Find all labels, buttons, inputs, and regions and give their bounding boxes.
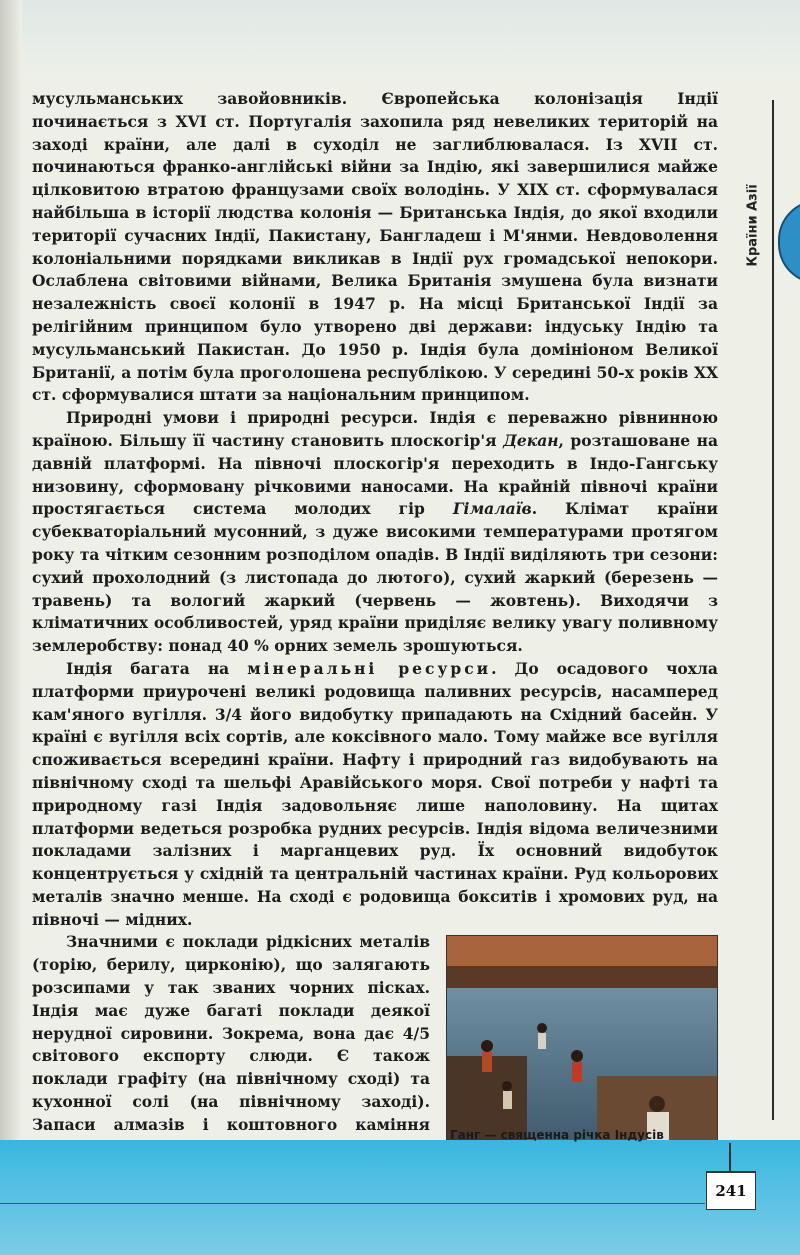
section-tab [738,170,768,280]
page-number-stem [729,1143,731,1171]
paragraph-history: мусульманських завойовників. Європейська колонізація Індії починається з XVI ст. Португалія захопила ряд невеликих територій на заході країни, але далі в суходіл не заглиблювалася. Із XVII ст. починаються франко-англійські війни за Індію, які завершилися майже цілковитою втратою французами своїх володінь. У XIX ст. сформувалася найбільша в історії людства колонія — Британська Індія, до якої входили території сучасних Індії, Пакистану, Бангладеш і М'янми. Невдоволення колоніальними порядками викликав в Індії рух громадської непокори. Ослаблена світовими війнами, Велика Британія змушена була визнати незалежність своєї колонії в 1947 р. На місці Британської Індії за релігійним принципом було утворено дві держави: індуську Індію та мусульманський Пакистан. До 1950 р. Індія була домініоном Великої Британії, а потім була проголошена республікою. У середині 50-х років XX ст. сформувалися штати за національним принципом. [32,89,718,405]
footer-rule [0,1203,705,1204]
section-tab-label: Країни Азії [745,183,761,267]
paragraph-natural-conditions [32,407,718,658]
paragraph-lead-in: Природні умови і природні ресурси. [66,408,419,428]
main-text [32,88,718,1205]
paragraph-text: Індія багата на [66,658,248,678]
paragraph-mineral-resources [32,658,718,932]
paragraph-text: . Клімат країни субекваторіальний мусонний, з дуже високими температурами протягом року та чітким сезонним розподілом опадів. В Індії виділяють три сезони: сухий прохолодний (з листопада до лютого), сухий жаркий (березень — травень) та вологий жаркий (червень — жовтень). Виходячи з кліматичних особливостей, уряд країни приділяє велику увагу поливному землеробству: понад 40 % орних земель зрошуються. [32,499,718,656]
margin-rule [772,100,774,1120]
term-himalaya: Гімалаїв [452,499,532,519]
photo-caption: Ганг — священна річка Індусів [450,1128,664,1142]
top-band [0,0,800,80]
term-mineral-resources: мінеральні ресурси [247,658,492,678]
page-shadow [0,0,22,1255]
footer-band [0,1140,800,1255]
paragraph-text: , розташоване на давній платформі. На півночі плоскогір'я переходить в Індо-Гангську низовину, сформовану річковими наносами. На крайній півночі країни простягається система молодих гір [32,430,719,519]
paragraph-text: . До осадового чохла платформи приурочені великі родовища паливних ресурсів, насамперед кам'яного вугілля. 3/4 його видобутку припадають на Східний басейн. У країні є вугілля всіх сортів, але коксівного мало. Тому майже все вугілля споживається всередині країни. Нафту і природний газ видобувають на північному сході та шельфі Аравійського моря. Свої потреби у нафті та природному газі Індія задовольняє лише наполовину. На щитах платформи ведеться розробка рудних ресурсів. Індія відома величезними покладами залізних і марганцевих руд. Їх основний видобуток концентрується у східній та центральній частинах країни. Руд кольорових металів значно менше. На сході є родовища бокситів і хромових руд, на півночі — мідних. [32,658,718,929]
term-deccan: Декан [503,430,559,450]
paragraph-text: Індія є переважно рівнинною країною. Більшу її частину становить плоскогір'я [32,408,718,450]
globe-icon [778,200,800,284]
paragraph-rare-metals: Значними є поклади рідкісних металів (торію, берилу, цирконію), що залягають розсипами у так званих чорних пісках. Індія має дуже багаті поклади деякої нерудної сировини. Зокрема, вона дає 4/5 світового експорту слюди. Є також поклади графіту (на північному сході) та кухонної солі (на північному заході). Запаси алмазів і коштовного каміння [32,932,430,1134]
page-number: 241 [706,1171,756,1210]
